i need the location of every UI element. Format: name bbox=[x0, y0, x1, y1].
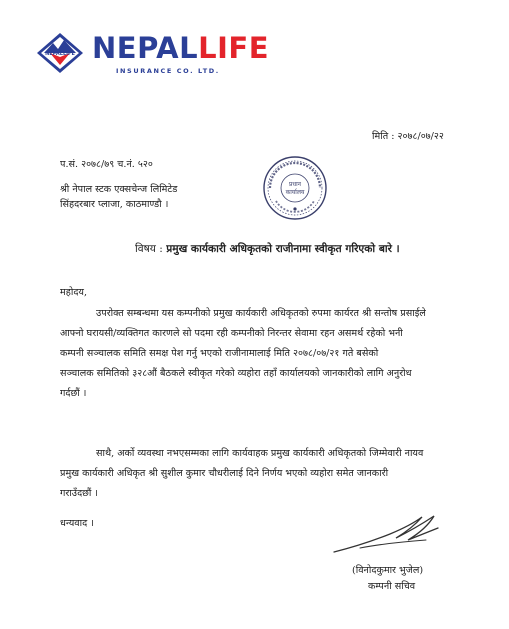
body-paragraph-1 bbox=[60, 304, 450, 404]
signatory-title: कम्पनी सचिव bbox=[368, 581, 416, 592]
salutation: महोदय, bbox=[60, 287, 88, 298]
recipient-address bbox=[60, 183, 177, 213]
paragraph-line: गराउँदछौं । bbox=[60, 488, 99, 499]
letter-subject bbox=[135, 241, 400, 257]
handwritten-signature-icon bbox=[330, 508, 442, 558]
paragraph-line: उपरोक्त सम्बन्धमा यस कम्पनीको प्रमुख कार्यकारी अधिकृतको रुपमा कार्यरत श्री सन्तोष प्रसाईले bbox=[96, 308, 426, 319]
letter-date: मिति : २०७८/०७/२२ bbox=[372, 131, 444, 142]
brand-name-part2: LIFE bbox=[198, 31, 269, 65]
signatory-name: (विनोदकुमार भुजेल) bbox=[352, 565, 424, 576]
recipient-line-2: सिंहदरबार प्लाजा, काठमाण्डौ । bbox=[60, 198, 169, 210]
subject-label: विषय : bbox=[135, 243, 167, 255]
subject-text: प्रमुख कार्यकारी अधिकृतको राजीनामा स्वीकृत गरिएको बारे । bbox=[166, 243, 400, 255]
paragraph-line: आफ्नो घरायसी/व्यक्तिगत कारणले सो पदमा रही कम्पनीको निरन्तर सेवामा रहन असमर्थ रहेको भनी bbox=[60, 328, 403, 339]
brand-subtitle: INSURANCE CO. LTD. bbox=[116, 67, 220, 75]
body-paragraph-2 bbox=[60, 444, 450, 504]
paragraph-line: गर्दछौं । bbox=[60, 388, 87, 399]
recipient-line-1: श्री नेपाल स्टक एक्सचेन्ज लिमिटेड bbox=[60, 184, 178, 195]
logo-emblem-icon bbox=[36, 32, 84, 74]
brand-wordmark bbox=[92, 31, 269, 65]
logo-emblem-text: NEPALLIFE bbox=[45, 51, 75, 57]
brand-name-part1: NEPAL bbox=[92, 31, 199, 65]
paragraph-line: कम्पनी सञ्चालक समिति समक्ष पेश गर्नु भएको राजीनामालाई मिति २०७८/०७/२१ गते बसेको bbox=[60, 348, 379, 359]
paragraph-line: साथै, अर्को व्यवस्था नभएसम्मका लागि कार्यवाहक प्रमुख कार्यकारी अधिकृतको जिम्मेवारी नायव bbox=[96, 448, 424, 459]
seal-center-line-1: प्रधान bbox=[289, 181, 301, 188]
seal-center-line-2: कार्यालय bbox=[285, 189, 305, 196]
reference-number: प.सं. २०७८/७९ च.नं. ५२० bbox=[60, 159, 153, 170]
paragraph-line: सञ्चालक समितिको ३२८औं बैठकले स्वीकृत गरेको व्यहोरा तहाँ कार्यालयको जानकारीको लागि अनुरोध bbox=[60, 368, 412, 379]
office-seal-icon bbox=[262, 155, 328, 221]
company-logo bbox=[30, 28, 269, 84]
paragraph-line: प्रमुख कार्यकारी अधिकृत श्री सुशील कुमार चौधरीलाई दिने निर्णय भएको व्यहोरा समेत जानकारी bbox=[60, 468, 389, 479]
closing: धन्यवाद । bbox=[60, 518, 94, 529]
